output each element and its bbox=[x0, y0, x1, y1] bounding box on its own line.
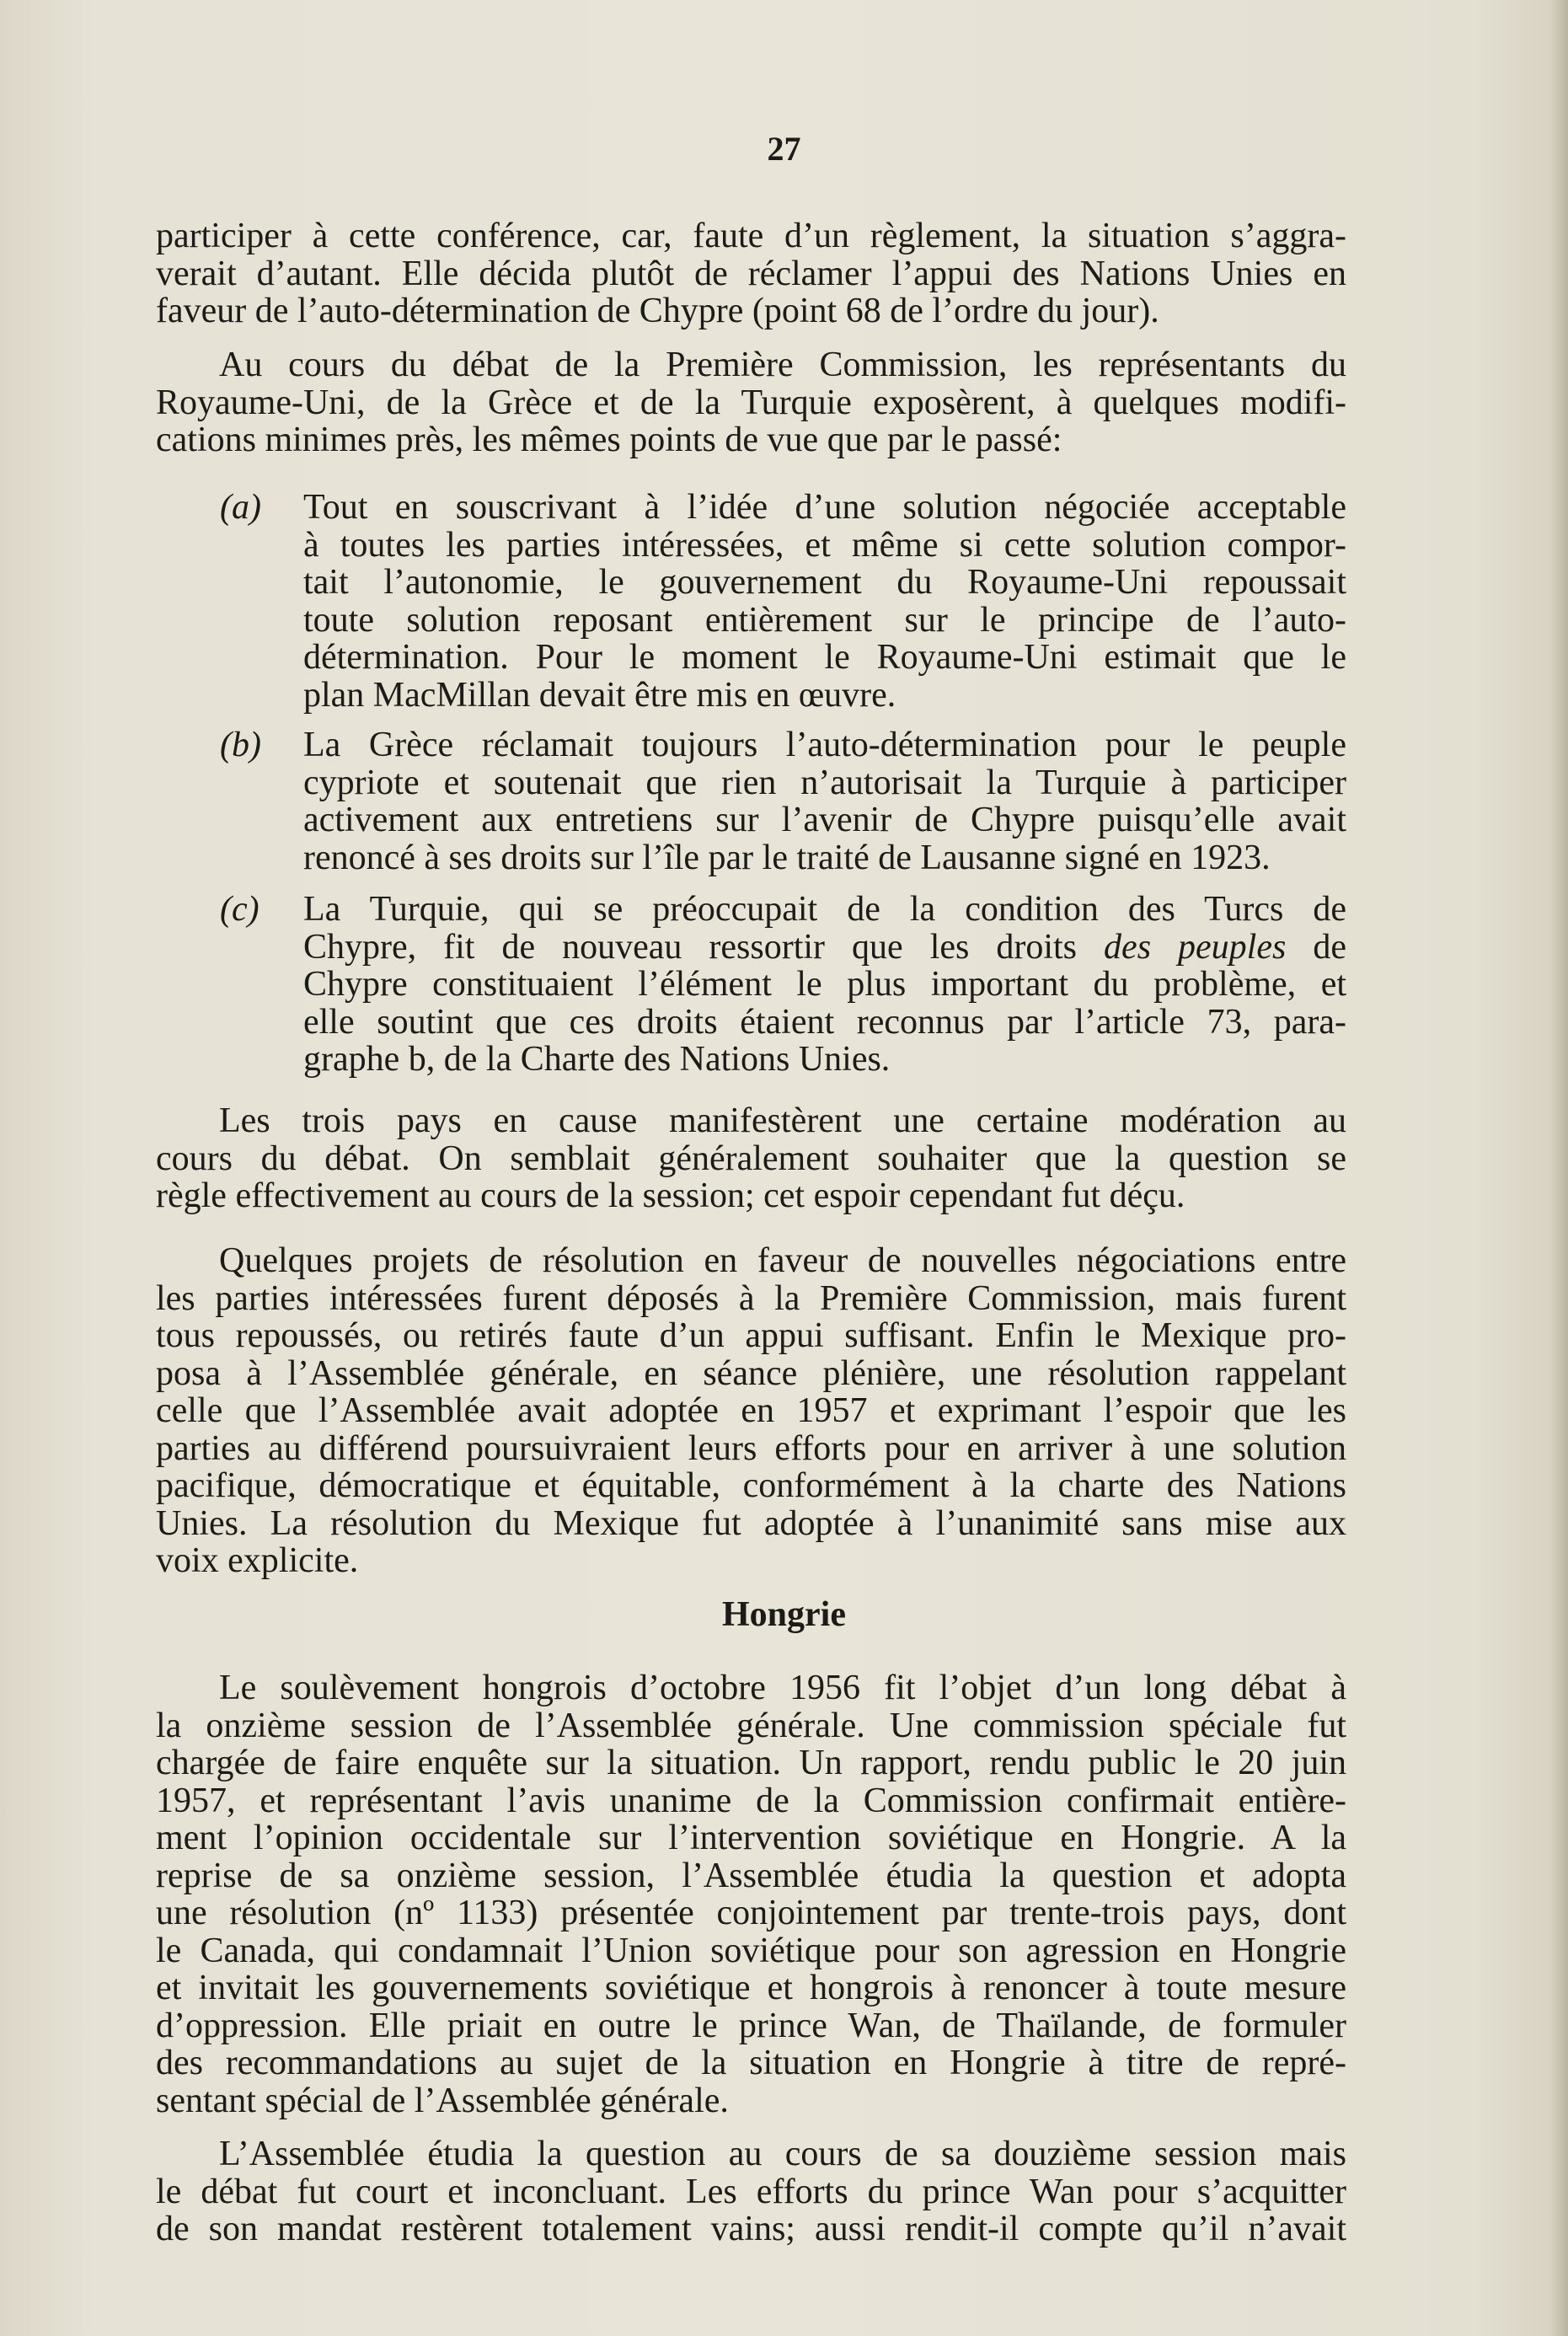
text-line: Royaume-Uni, de la Grèce et de la Turquie exposèrent, à quelques modifi- bbox=[156, 383, 1346, 422]
text-line: participer à cette conférence, car, faute d’un règlement, la situation s’aggra- bbox=[156, 217, 1346, 255]
text-line: reprise de sa onzième session, l’Assemblée étudia la question et adopta bbox=[156, 1856, 1346, 1895]
list-item-body bbox=[303, 726, 1346, 876]
text-line: Les trois pays en cause manifestèrent une certaine modération au bbox=[219, 1101, 1346, 1140]
text-line: toute solution reposant entièrement sur le principe de l’auto- bbox=[303, 600, 1346, 640]
text-line: celle que l’Assemblée avait adoptée en 1957 et exprimant l’espoir que les bbox=[156, 1391, 1346, 1430]
text-line: de son mandat restèrent totalement vains; aussi rendit-il compte qu’il n’avait bbox=[156, 2210, 1346, 2248]
text-line: des recommandations au sujet de la situation en Hongrie à titre de repré- bbox=[156, 2044, 1346, 2082]
page-number: 27 bbox=[767, 130, 801, 168]
text-line: graphe b, de la Charte des Nations Unies. bbox=[303, 1040, 891, 1079]
list-item-label: (a) bbox=[220, 488, 261, 527]
text-line: le débat fut court et inconcluant. Les efforts du prince Wan pour s’acquitter bbox=[156, 2172, 1346, 2211]
text-line: pacifique, démocratique et équitable, conformément à la charte des Nations bbox=[156, 1466, 1346, 1505]
text-line: activement aux entretiens sur l’avenir de Chypre puisqu’elle avait bbox=[303, 801, 1346, 839]
text-line: plan MacMillan devait être mis en œuvre. bbox=[303, 675, 896, 715]
text-line: les parties intéressées furent déposés à la Première Commission, mais furent bbox=[156, 1278, 1346, 1318]
list-item-label: (c) bbox=[220, 890, 260, 929]
text-line: une résolution (nº 1133) présentée conjointement par trente-trois pays, dont bbox=[156, 1894, 1346, 1932]
text-line: La Grèce réclamait toujours l’auto-détermination pour le peuple bbox=[303, 726, 1346, 764]
text-line: la onzième session de l’Assemblée générale. Une commission spéciale fut bbox=[156, 1706, 1346, 1745]
text-line: et invitait les gouvernements soviétique et hongrois à renoncer à toute mesure bbox=[156, 1969, 1346, 2007]
text-line: cypriote et soutenait que rien n’autorisait la Turquie à participer bbox=[303, 763, 1346, 802]
text-line: faveur de l’auto-détermination de Chypre (point 68 de l’ordre du jour). bbox=[156, 292, 1159, 330]
text-line: tait l’autonomie, le gouvernement du Royaume-Uni repoussait bbox=[303, 563, 1346, 602]
text-line: le Canada, qui condamnait l’Union soviétique pour son agression en Hongrie bbox=[156, 1931, 1346, 1970]
text-line: Quelques projets de résolution en faveur de nouvelles négociations entre bbox=[219, 1241, 1346, 1280]
text-line: Chypre constituaient l’élément le plus important du problème, et bbox=[303, 965, 1346, 1004]
paragraph bbox=[156, 2135, 1346, 2248]
text-line: verait d’autant. Elle décida plutôt de réclamer l’appui des Nations Unies en bbox=[156, 254, 1346, 293]
list-item-body bbox=[303, 891, 1346, 1079]
text-line: règle effectivement au cours de la session; cet espoir cependant fut déçu. bbox=[156, 1176, 1185, 1215]
list-item-label: (b) bbox=[220, 726, 261, 764]
paragraph bbox=[156, 1102, 1346, 1215]
paragraph bbox=[156, 217, 1346, 330]
text-line: 1957, et représentant l’avis unanime de la Commission confirmait entière- bbox=[156, 1781, 1346, 1820]
text-line: elle soutint que ces droits étaient reconnus par l’article 73, para- bbox=[303, 1002, 1346, 1042]
paragraph bbox=[156, 1242, 1346, 1580]
text-line: voix explicite. bbox=[156, 1541, 359, 1580]
paragraph bbox=[156, 346, 1346, 459]
text-line: cours du débat. On semblait généralement souhaiter que la question se bbox=[156, 1139, 1346, 1178]
text-line: à toutes les parties intéressées, et même si cette solution compor- bbox=[303, 525, 1346, 565]
emphasis-text: des peuples bbox=[1104, 927, 1287, 967]
paragraph bbox=[156, 1669, 1346, 2119]
section-heading: Hongrie bbox=[722, 1595, 846, 1634]
list-item-body bbox=[303, 489, 1346, 714]
text-line: renoncé à ses droits sur l’île par le traité de Lausanne signé en 1923. bbox=[303, 838, 1271, 877]
text-line bbox=[303, 929, 1346, 967]
page-edge-shadow bbox=[1549, 0, 1568, 2336]
text-line: posa à l’Assemblée générale, en séance plénière, une résolution rappelant bbox=[156, 1353, 1346, 1393]
text-line: cations minimes près, les mêmes points de vue que par le passé: bbox=[156, 421, 1062, 459]
text-line: L’Assemblée étudia la question au cours de sa douzième session mais bbox=[219, 2135, 1346, 2173]
text-line: sentant spécial de l’Assemblée générale. bbox=[156, 2081, 729, 2120]
text-line: parties au différend poursuivraient leurs efforts pour en arriver à une solution bbox=[156, 1428, 1346, 1468]
text-line: chargée de faire enquête sur la situation. Un rapport, rendu public le 20 juin bbox=[156, 1744, 1346, 1782]
text-fragment: Chypre, fit de nouveau ressortir que les droits bbox=[303, 927, 1078, 967]
text-line: tous repoussés, ou retirés faute d’un appui suffisant. Enfin le Mexique pro- bbox=[156, 1316, 1346, 1355]
text-fragment: de bbox=[1313, 927, 1347, 967]
text-line: Le soulèvement hongrois d’octobre 1956 fit l’objet d’un long débat à bbox=[219, 1669, 1346, 1707]
text-line: Unies. La résolution du Mexique fut adoptée à l’unanimité sans mise aux bbox=[156, 1503, 1346, 1543]
text-line: d’oppression. Elle priait en outre le prince Wan, de Thaïlande, de formuler bbox=[156, 2006, 1346, 2045]
text-line: La Turquie, qui se préoccupait de la condition des Turcs de bbox=[303, 890, 1346, 929]
text-line: détermination. Pour le moment le Royaume-Uni estimait que le bbox=[303, 638, 1346, 677]
text-line: Au cours du débat de la Première Commission, les représentants du bbox=[219, 346, 1346, 384]
text-line: Tout en souscrivant à l’idée d’une solution négociée acceptable bbox=[303, 488, 1346, 527]
text-line: ment l’opinion occidentale sur l’intervention soviétique en Hongrie. A la bbox=[156, 1819, 1346, 1857]
